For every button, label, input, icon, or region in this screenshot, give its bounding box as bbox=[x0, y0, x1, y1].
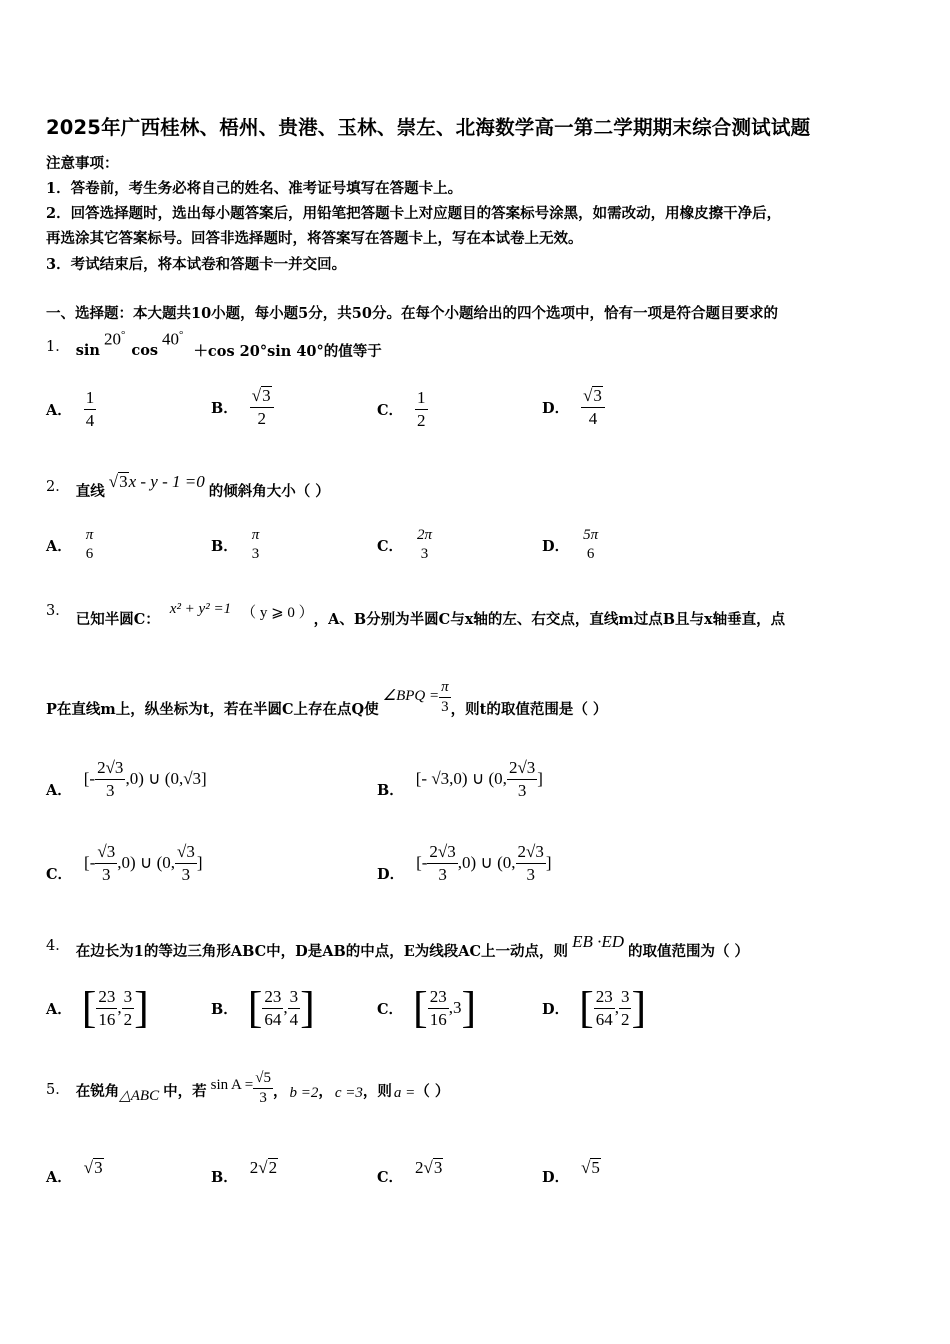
angle-b: 40° bbox=[162, 329, 184, 349]
q2-option-d[interactable] bbox=[542, 527, 600, 564]
question-text-post: （ ） bbox=[415, 1083, 450, 1101]
question-text-post: 的倾斜角大小（ ） bbox=[208, 483, 330, 500]
question-text-post: ，则t的取值范围是（ ） bbox=[450, 701, 608, 718]
question-text-pre: 在锐角 bbox=[75, 1083, 120, 1101]
interval: [ $\frac{23}{64}$ , $\frac{3}{4}$ ] bbox=[247, 983, 315, 1032]
question-text: ＋cos 20°sin 40°的值等于 bbox=[193, 343, 382, 360]
question-5: 5． 在锐角 △ABC 中，若 sin A = $\frac{√5}{3}$ ， b =2 ， c =3 ，则 a = （ ） bbox=[46, 1070, 450, 1107]
fraction: $\frac{1}{4}$ bbox=[85, 388, 95, 430]
question-text: P在直线m上，纵坐标为t，若在半圆C上存在点Q使 bbox=[46, 701, 379, 718]
fraction: $\frac{√5}{3}$ bbox=[255, 1070, 271, 1107]
q1-option-d[interactable] bbox=[542, 386, 605, 428]
fraction: 2π 3 bbox=[417, 527, 433, 563]
notice-heading: 注意事项： bbox=[46, 155, 119, 172]
question-text: 在边长为1的等边三角形ABC中，D是AB的中点，E为线段AC上一动点，则 bbox=[75, 943, 569, 960]
option-label: C． bbox=[377, 1169, 404, 1186]
question-3-line-1 bbox=[46, 590, 785, 629]
question-number: 4． bbox=[46, 938, 70, 954]
option-label: B． bbox=[377, 781, 404, 799]
q1-option-b[interactable] bbox=[211, 386, 274, 428]
interval: [- $\frac{2√3}{3}$ ,0) ∪ (0, √3] bbox=[83, 758, 207, 800]
option-label: B． bbox=[211, 537, 238, 555]
question-1 bbox=[46, 330, 382, 361]
page-title: 2025年广西桂林、梧州、贵港、玉林、崇左、北海数学高一第二学期期末综合测试试题 bbox=[46, 116, 811, 139]
sin-label: sin bbox=[75, 342, 100, 359]
line-equation: √ 3 x - y - 1 =0 bbox=[108, 471, 205, 491]
fraction: $\frac{\pi}{3}$ bbox=[441, 678, 449, 715]
q2-option-c[interactable] bbox=[377, 527, 434, 564]
option-label: C． bbox=[377, 1000, 404, 1018]
option-label: A． bbox=[46, 537, 72, 555]
q5-option-b[interactable] bbox=[211, 1154, 278, 1187]
question-text-post: 的取值范围为（ ） bbox=[628, 943, 750, 960]
interval: [- $\frac{2√3}{3}$ ,0) ∪ (0, $\frac{2√3}{3}$ ] bbox=[416, 842, 552, 884]
triangle: △ABC bbox=[119, 1088, 160, 1105]
fraction: π 3 bbox=[251, 527, 260, 563]
option-label: D． bbox=[542, 537, 570, 555]
notice-item-3: 3．考试结束后，将本试卷和答题卡一并交回。 bbox=[46, 256, 347, 273]
q5-option-d[interactable] bbox=[542, 1154, 601, 1187]
option-label: C． bbox=[377, 401, 404, 419]
option-label: B． bbox=[211, 1000, 238, 1018]
q4-option-d[interactable] bbox=[542, 983, 647, 1032]
fraction: √ 3 2 bbox=[250, 386, 274, 428]
side-b: b =2 bbox=[289, 1085, 319, 1102]
fraction: π 6 bbox=[85, 527, 94, 563]
option-label: B． bbox=[211, 399, 238, 417]
radical: 2 √ 2 bbox=[249, 1157, 278, 1177]
q3-option-a[interactable] bbox=[46, 758, 207, 800]
cos-label: cos bbox=[131, 342, 159, 359]
option-label: A． bbox=[46, 1000, 72, 1018]
option-label: C． bbox=[377, 537, 404, 555]
notice-item-1: 1．答卷前，考生务必将自己的姓名、准考证号填写在答题卡上。 bbox=[46, 180, 463, 197]
q1-option-c[interactable] bbox=[377, 388, 428, 430]
fraction: $\frac{1}{2}$ bbox=[417, 388, 426, 430]
dot-product: EB ·ED bbox=[572, 931, 624, 951]
question-4 bbox=[46, 928, 749, 961]
question-text-mid: 中，若 bbox=[163, 1083, 207, 1101]
radical: 2 √ 3 bbox=[415, 1157, 443, 1177]
side-a: a = bbox=[393, 1085, 416, 1102]
question-number: 3． bbox=[46, 603, 70, 619]
question-2 bbox=[46, 470, 330, 501]
notice-item-2-cont: 再选涂其它答案标号。回答非选择题时，将答案写在答题卡上，写在本试卷上无效。 bbox=[46, 230, 583, 247]
interval: [- √3,0) ∪ (0, $\frac{2√3}{3}$ ] bbox=[415, 758, 543, 800]
option-label: D． bbox=[377, 865, 405, 883]
interval: [ $\frac{23}{16}$ , 3 ] bbox=[413, 983, 477, 1032]
option-label: D． bbox=[542, 1000, 570, 1018]
sine-expression: sin A = bbox=[210, 1077, 254, 1094]
question-number: 5． bbox=[46, 1082, 70, 1099]
circle-equation: x² + y² =1 bbox=[169, 601, 232, 617]
q1-option-a[interactable] bbox=[46, 388, 96, 430]
question-text-pre: 直线 bbox=[75, 483, 105, 500]
condition: （ y ⩾ 0 ） bbox=[241, 605, 314, 621]
option-label: B． bbox=[211, 1169, 238, 1186]
q5-option-c[interactable] bbox=[377, 1154, 443, 1187]
question-text-pre: 已知半圆C： bbox=[75, 611, 160, 628]
option-label: A． bbox=[46, 781, 72, 799]
question-number: 2． bbox=[46, 479, 70, 495]
angle-a: 20° bbox=[103, 329, 126, 349]
fraction: √ 3 4 bbox=[581, 386, 605, 428]
angle-expression: ∠BPQ = bbox=[382, 688, 440, 704]
q4-option-b[interactable] bbox=[211, 983, 315, 1032]
interval: [ $\frac{23}{16}$ , $\frac{3}{2}$ ] bbox=[81, 983, 149, 1032]
q3-option-c[interactable] bbox=[46, 842, 203, 884]
q2-option-a[interactable] bbox=[46, 527, 95, 564]
question-text-rest: ，A、B分别为半圆C与x轴的左、右交点，直线m过点B且与x轴垂直，点 bbox=[313, 611, 786, 628]
question-3-line-2 bbox=[46, 676, 607, 719]
radical: √ 3 bbox=[83, 1157, 103, 1177]
option-label: A． bbox=[46, 401, 72, 419]
option-label: D． bbox=[542, 399, 570, 417]
interval: [ $\frac{23}{64}$ , $\frac{3}{2}$ ] bbox=[579, 983, 647, 1032]
option-label: A． bbox=[46, 1169, 72, 1186]
q5-option-a[interactable] bbox=[46, 1154, 104, 1187]
q4-option-a[interactable] bbox=[46, 983, 149, 1032]
radical: √ 5 bbox=[581, 1157, 600, 1177]
q2-option-b[interactable] bbox=[211, 527, 261, 564]
notice-item-2: 2．回答选择题时，选出每小题答案后，用铅笔把答题卡上对应题目的答案标号涂黑，如需改动，用橡皮擦干净后， bbox=[46, 205, 782, 222]
interval: [- $\frac{√3}{3}$ ,0) ∪ (0, $\frac{√3}{3}$ ] bbox=[84, 842, 203, 884]
option-label: C． bbox=[46, 865, 73, 883]
q3-option-b[interactable] bbox=[377, 758, 543, 800]
q4-option-c[interactable] bbox=[377, 983, 477, 1032]
option-label: D． bbox=[542, 1169, 570, 1186]
question-number: 1． bbox=[46, 339, 70, 355]
side-c: c =3 bbox=[334, 1085, 363, 1102]
section-heading: 一、选择题：本大题共10小题，每小题5分，共50分。在每个小题给出的四个选项中，恰有一项是符合题目要求的 bbox=[46, 305, 778, 322]
q3-option-d[interactable] bbox=[377, 842, 552, 884]
fraction: 5π 6 bbox=[583, 527, 599, 563]
